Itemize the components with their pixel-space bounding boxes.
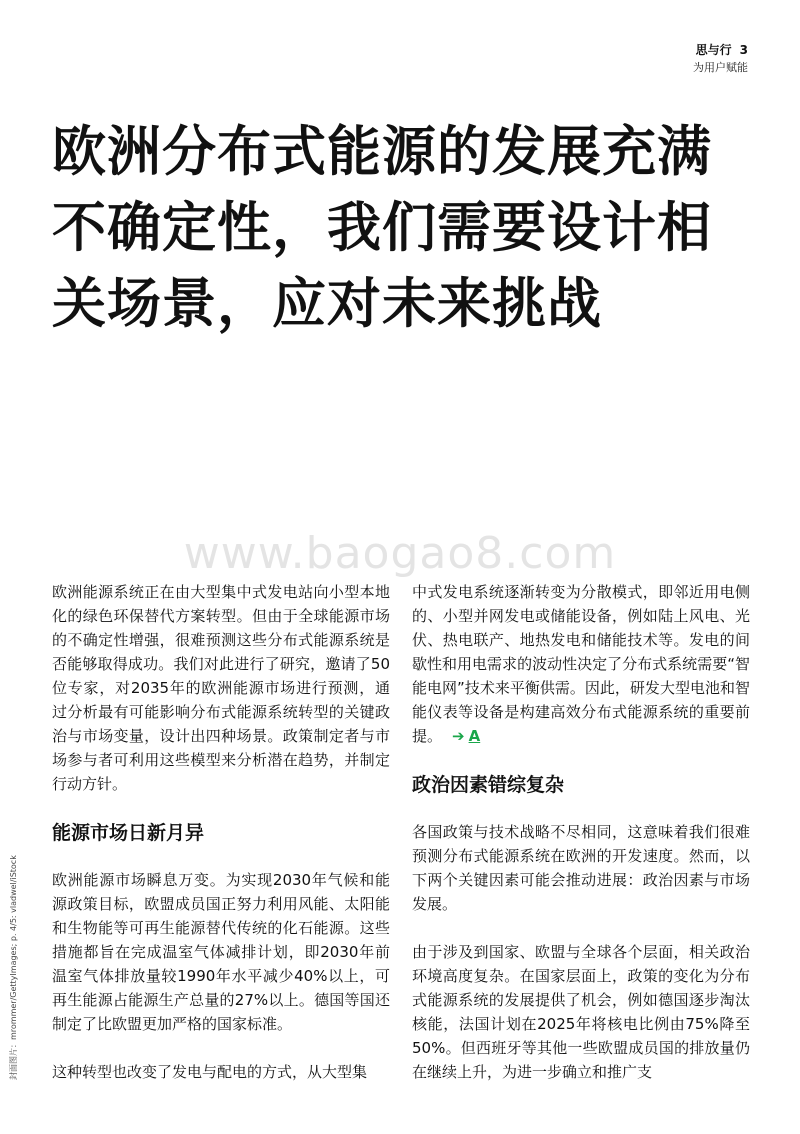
- page-header: [693, 42, 748, 76]
- section-heading-political-factors: 政治因素错综复杂: [412, 774, 565, 796]
- watermark: www.baogao8.com: [183, 528, 617, 579]
- transition-paragraph: 这种转型也改变了发电与配电的方式，从大型集: [52, 1063, 368, 1081]
- exhibit-a-link[interactable]: A: [468, 727, 481, 745]
- energy-market-paragraph: 欧洲能源市场瞬息万变。为实现2030年气候和能源政策目标，欧盟成员国正努力利用风能、太阳能和生物能等可再生能源替代传统的化石能源。这些措施都旨在完成温室气体减排计划，即2030年前温室气体排放量较1990年水平减少40%以上，可再生能源占能源生产总量的27%以上。德国等国还制定了比欧盟更加严格的国家标准。: [52, 871, 390, 1033]
- intro-paragraph: 欧洲能源系统正在由大型集中式发电站向小型本地化的绿色环保替代方案转型。但由于全球能源市场的不确定性增强，很难预测这些分布式能源系统是否能够取得成功。我们对此进行了研究，邀请了50位专家，对2035年的欧洲能源市场进行预测，通过分析最有可能影响分布式能源系统转型的关键政治与市场变量，设计出四种场景。政策制定者与市场参与者可利用这些模型来分析潜在趋势，并制定行动方针。: [52, 583, 390, 793]
- distributed-system-text: 中式发电系统逐渐转变为分散模式，即邻近用电侧的、小型并网发电或储能设备，例如陆上风电、光伏、热电联产、地热发电和储能技术等。发电的间歇性和用电需求的波动性决定了分布式系统需要“智能电网”技术来平衡供需。因此，研发大型电池和智能仪表等设备是构建高效分布式能源系统的重要前提。: [412, 583, 750, 745]
- arrow-right-icon: ➔: [452, 727, 465, 745]
- distributed-system-paragraph: [412, 580, 750, 748]
- header-tagline: 为用户赋能: [693, 61, 748, 74]
- right-column: [412, 580, 750, 1108]
- policy-paragraph: 各国政策与技术战略不尽相同，这意味着我们很难预测分布式能源系统在欧洲的开发速度。然而，以下两个关键因素可能会推动进展：政治因素与市场发展。: [412, 823, 750, 913]
- left-column: [52, 580, 390, 1108]
- photo-credit: 封面图片：mrommer/GettyImages; p. 4/5: vladwel/iStock: [9, 855, 18, 1080]
- political-environment-paragraph: 由于涉及到国家、欧盟与全球各个层面，相关政治环境高度复杂。在国家层面上，政策的变化为分布式能源系统的发展提供了机会，例如德国逐步淘汰核能，法国计划在2025年将核电比例由75%降至50%。但西班牙等其他一些欧盟成员国的排放量仍在继续上升，为进一步确立和推广支: [412, 943, 750, 1081]
- page-title: 欧洲分布式能源的发展充满不确定性，我们需要设计相关场景，应对未来挑战: [52, 120, 712, 335]
- header-brand-line: [693, 42, 748, 58]
- brand-name: 思与行: [695, 43, 732, 57]
- page-number: 3: [739, 43, 748, 57]
- section-heading-energy-market: 能源市场日新月异: [52, 822, 205, 844]
